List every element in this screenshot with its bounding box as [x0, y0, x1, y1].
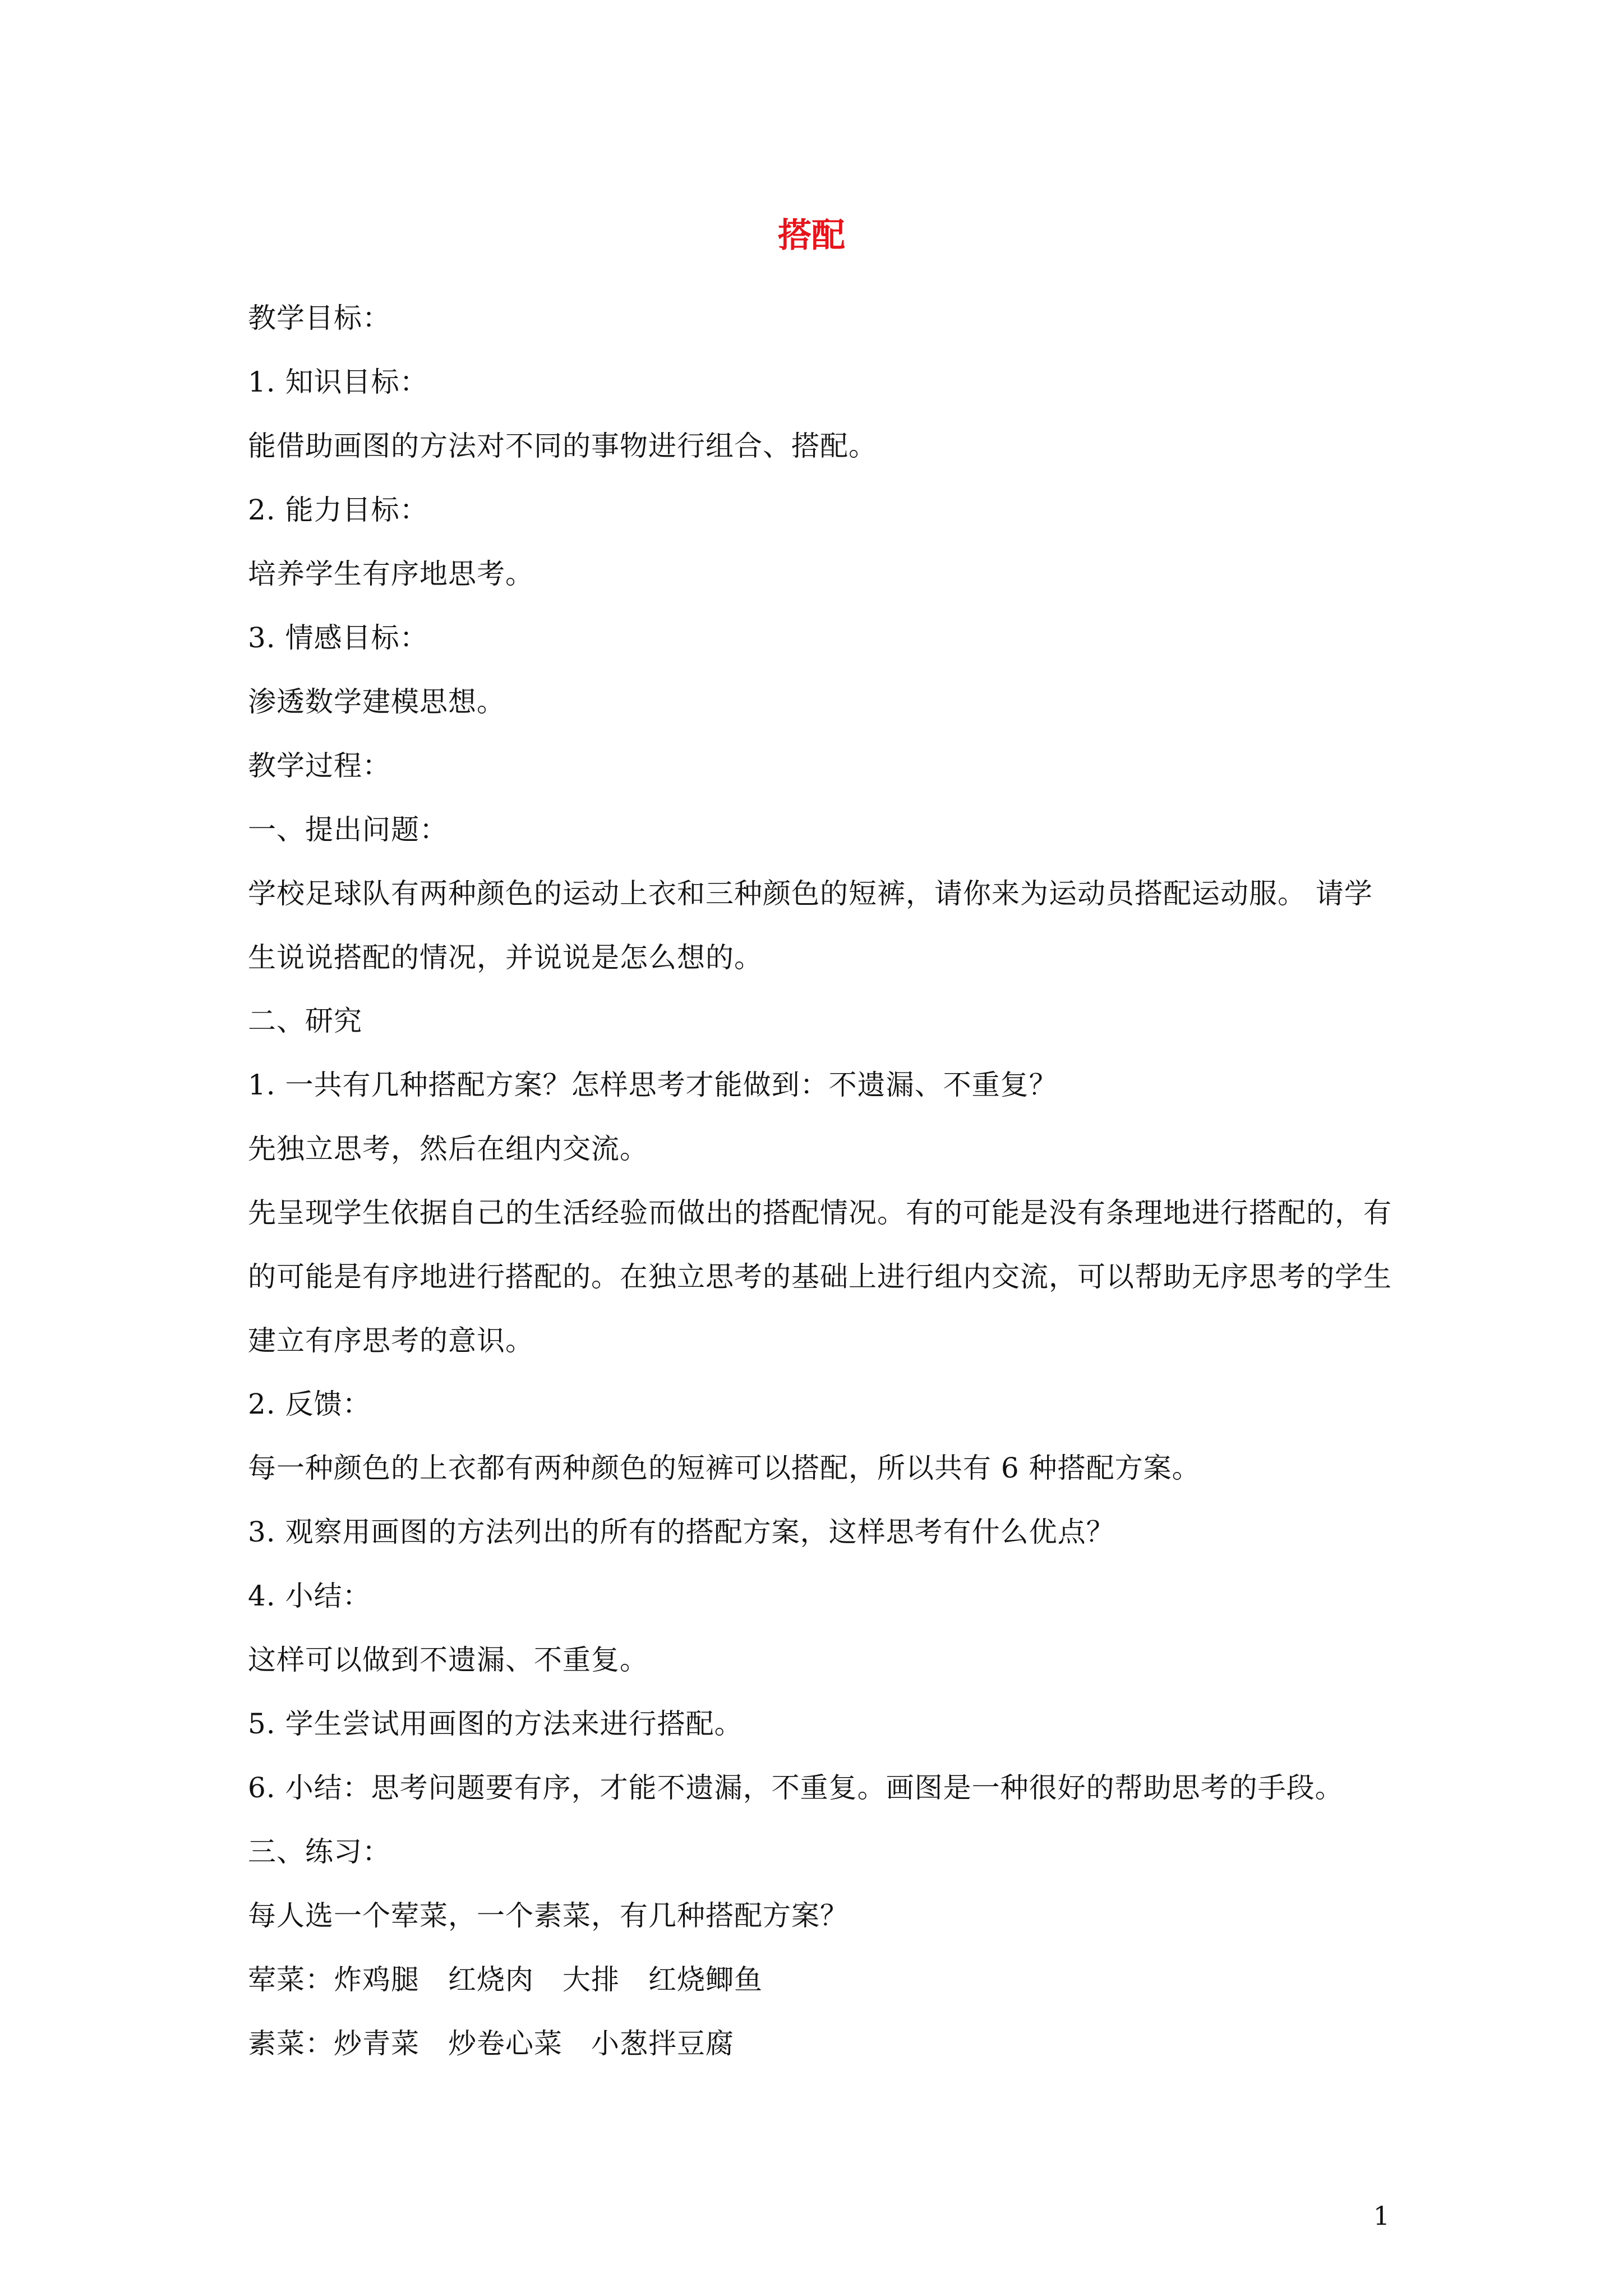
- paragraph: 二、研究: [248, 1005, 362, 1037]
- page-number: 1: [1373, 2201, 1390, 2231]
- paragraph: 荤菜：炸鸡腿 红烧肉 大排 红烧鲫鱼: [248, 1963, 763, 1996]
- paragraph: 每一种颜色的上衣都有两种颜色的短裤可以搭配，所以共有 6 种搭配方案。: [248, 1452, 1201, 1484]
- paragraph: 2. 能力目标：: [248, 494, 428, 526]
- paragraph: 3. 情感目标：: [248, 622, 428, 654]
- paragraph: 能借助画图的方法对不同的事物进行组合、搭配。: [248, 430, 877, 462]
- paragraph: 教学目标：: [248, 302, 391, 334]
- paragraph: 教学过程：: [248, 749, 391, 782]
- paragraph: 一、提出问题：: [248, 813, 448, 846]
- paragraph: 这样可以做到不遗漏、不重复。: [248, 1644, 648, 1676]
- paragraph: 1. 知识目标：: [248, 366, 428, 398]
- document-title: 搭配: [778, 216, 845, 255]
- paragraph: 素菜：炒青菜 炒卷心菜 小葱拌豆腐: [248, 2027, 734, 2060]
- document-body: [248, 297, 1392, 2087]
- paragraph: 培养学生有序地思考。: [248, 558, 534, 590]
- paragraph: 3. 观察用画图的方法列出的所有的搭配方案，这样思考有什么优点？: [248, 1516, 1115, 1548]
- paragraph: 1. 一共有几种搭配方案？怎样思考才能做到：不遗漏、不重复？: [248, 1069, 1058, 1101]
- paragraph: 6. 小结：思考问题要有序，才能不遗漏，不重复。画图是一种很好的帮助思考的手段。: [248, 1772, 1344, 1804]
- paragraph: 每人选一个荤菜，一个素菜，有几种搭配方案？: [248, 1899, 849, 1932]
- paragraph: 三、练习：: [248, 1835, 391, 1868]
- paragraph: 5. 学生尝试用画图的方法来进行搭配。: [248, 1708, 743, 1740]
- paragraph: 渗透数学建模思想。: [248, 685, 505, 718]
- paragraph: 2. 反馈：: [248, 1388, 371, 1420]
- paragraph: 先独立思考，然后在组内交流。: [248, 1133, 648, 1165]
- paragraph: 先呈现学生依据自己的生活经验而做出的搭配情况。有的可能是没有条理地进行搭配的，有的可能是有序地进行搭配的。在独立思考的基础上进行组内交流，可以帮助无序思考的学生建立有序思考的意识。: [248, 1197, 1392, 1357]
- paragraph: 4. 小结：: [248, 1580, 371, 1612]
- paragraph: 学校足球队有两种颜色的运动上衣和三种颜色的短裤，请你来为运动员搭配运动服。 请学生说说搭配的情况，并说说是怎么想的。: [248, 877, 1373, 974]
